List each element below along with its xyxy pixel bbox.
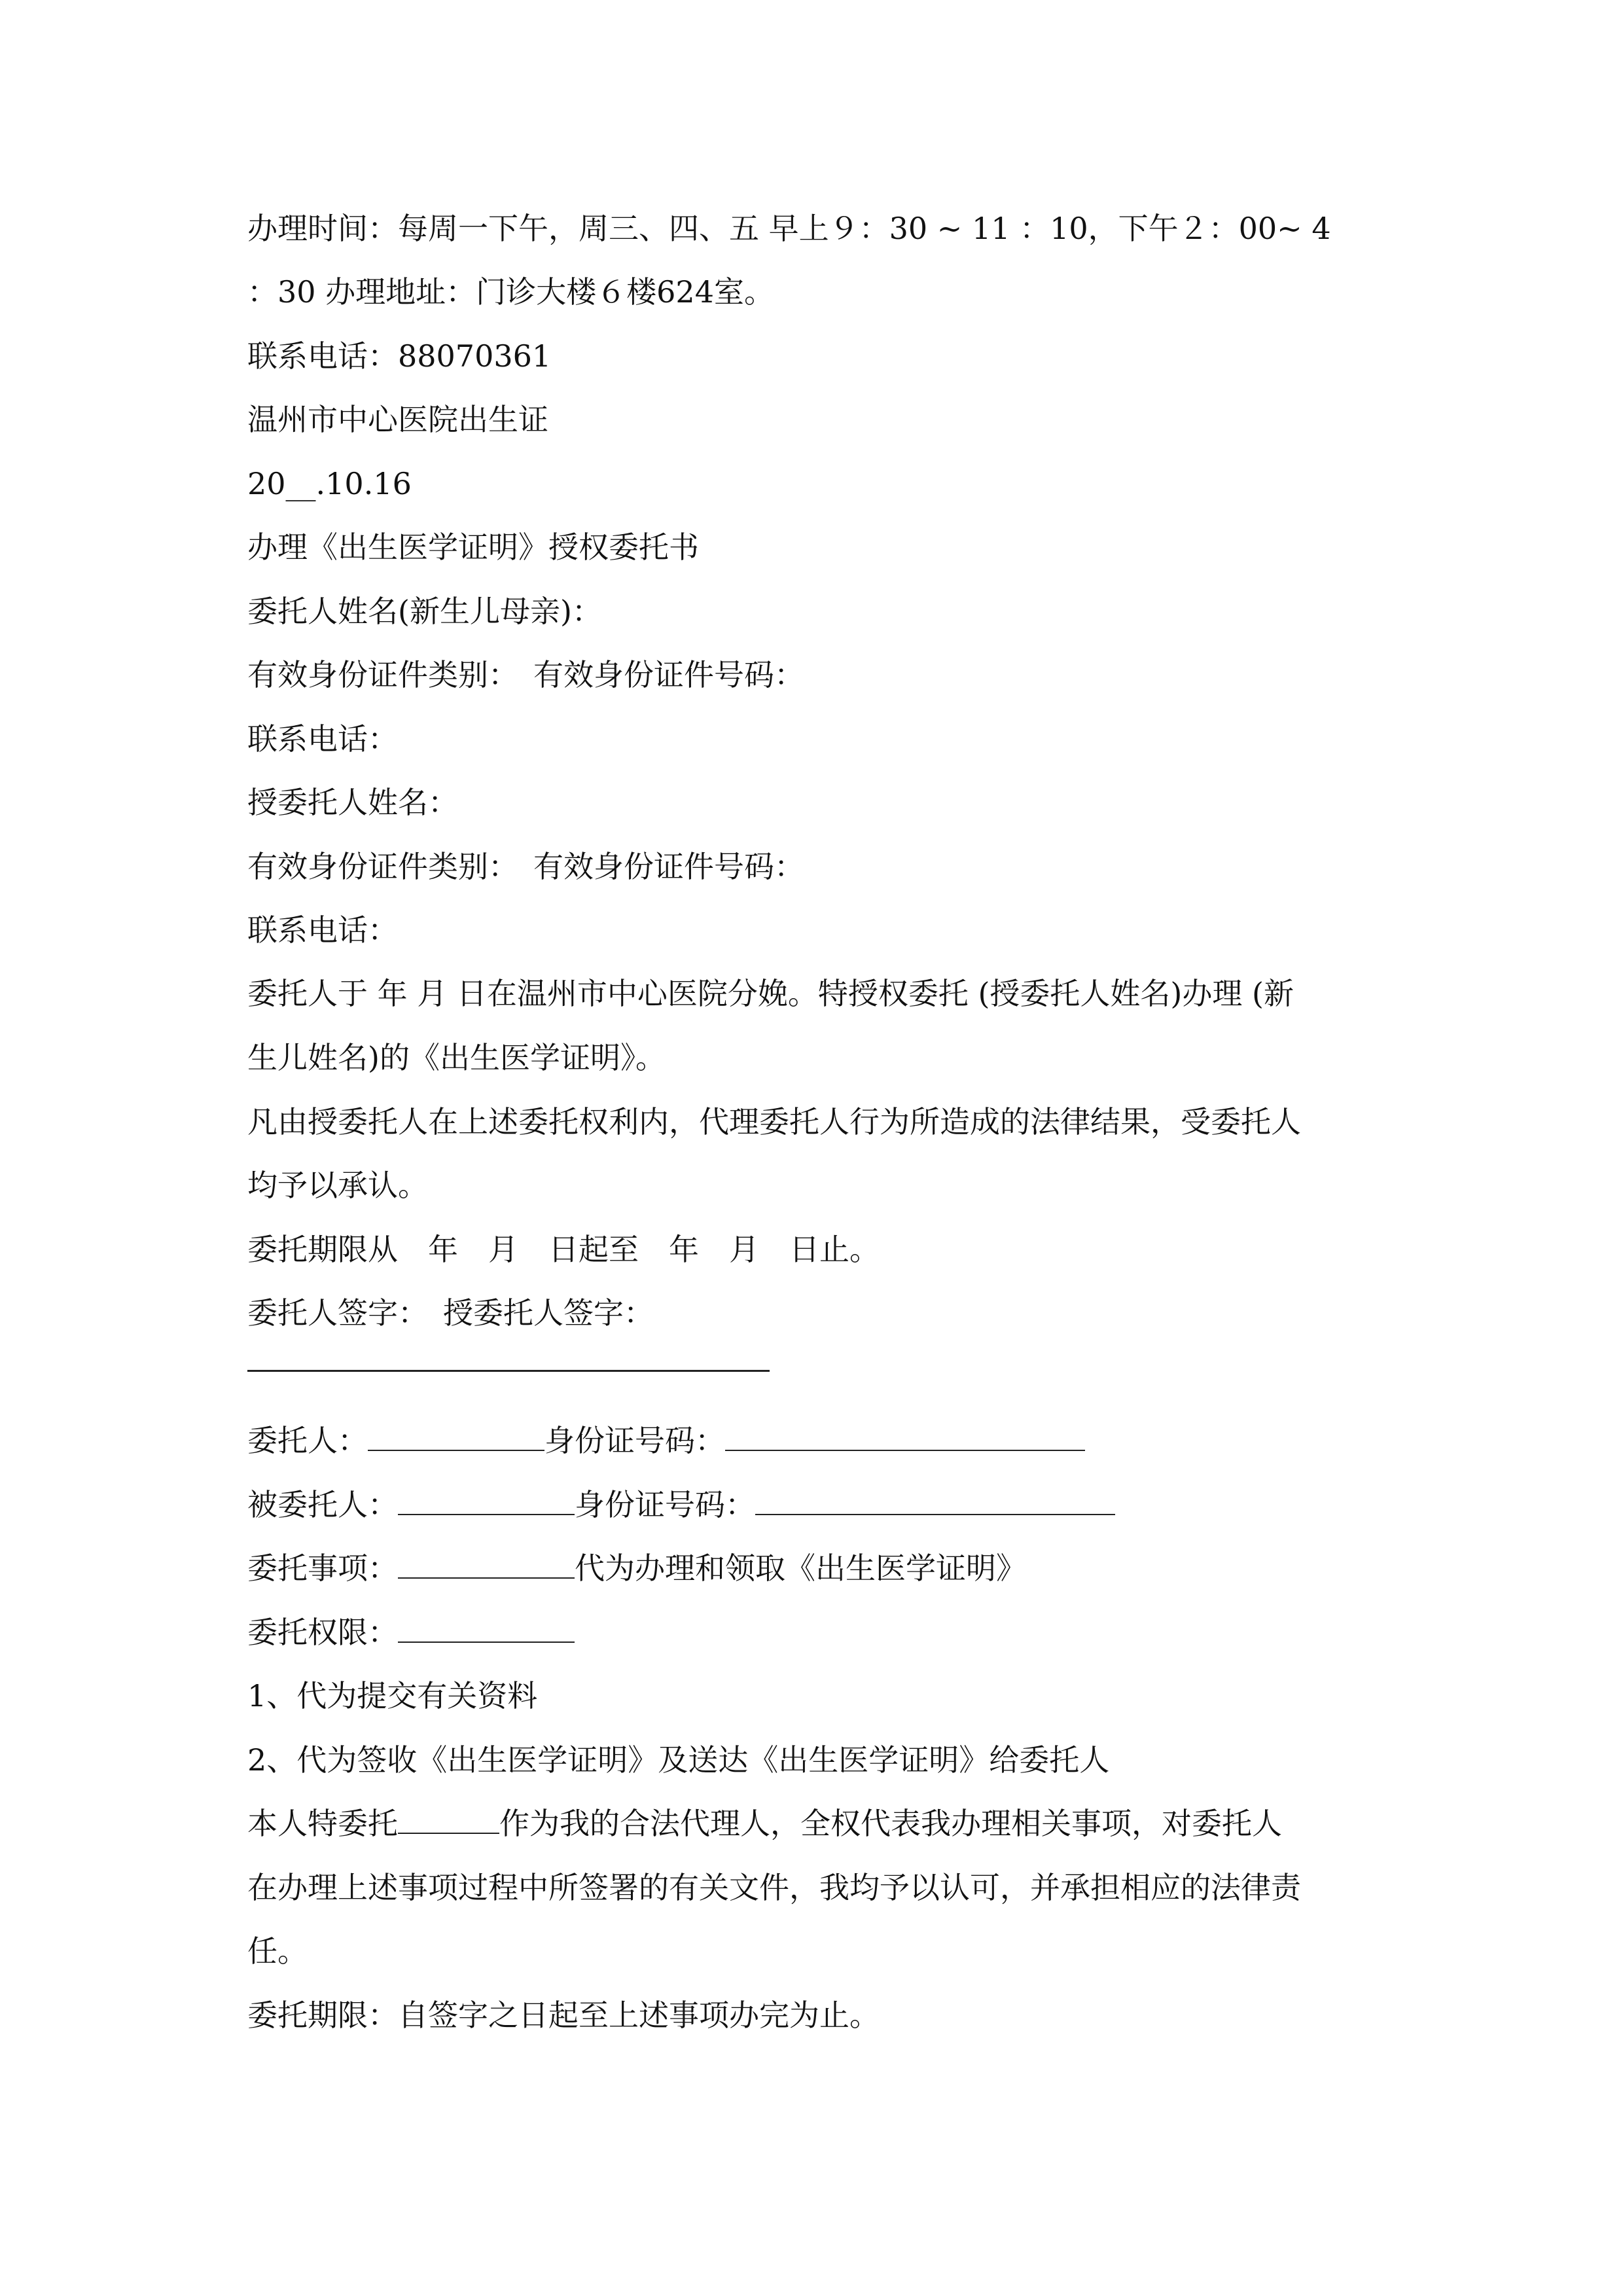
office-hours-line-1: 办理时间：每周一下午，周三、四、五 早上９：30 ~ 11 ：10，下午２：00~ 4 [247,211,1331,246]
principal-label: 委托人： [247,1423,368,1458]
authorization-line-1: 委托人于 年 月 日在温州市中心医院分娩。特授权委托 (授委托人姓名)办理 (新 [247,976,1294,1011]
agent-id-line: 有效身份证件类别： 有效身份证件号码： [247,849,804,884]
principal-name-blank[interactable] [368,1424,544,1451]
section-divider [247,1370,770,1372]
authority-item-2: 2、代为签收《出生医学证明》及送达《出生医学证明》给委托人 [247,1742,1110,1778]
principal-form-row [247,1422,1380,1459]
document-title: 办理《出生医学证明》授权委托书 [247,529,699,565]
term-period-line: 委托期限从 年 月 日起至 年 月 日止。 [247,1232,880,1267]
appointment-line-1 [247,1805,1380,1842]
principal-id-line: 有效身份证件类别： 有效身份证件号码： [247,657,804,692]
hospital-name-line: 温州市中心医院出生证 [247,402,548,437]
term-line: 委托期限：自签字之日起至上述事项办完为止。 [247,1998,880,2033]
office-hours-line-2: ：30 办理地址：门诊大楼６楼624室。 [247,274,774,310]
authority-item-1: 1、代为提交有关资料 [247,1678,538,1713]
authority-blank[interactable] [398,1615,575,1643]
appointment-prefix: 本人特委托 [247,1806,398,1841]
appointment-suffix: 作为我的合法代理人，全权代表我办理相关事项，对委托人 [499,1806,1282,1841]
date-line: 20__.10.16 [247,466,412,501]
matter-blank[interactable] [398,1551,575,1579]
matter-form-row [247,1550,1380,1587]
authority-label: 委托权限： [247,1615,398,1650]
contact-phone-line: 联系电话：88070361 [247,338,552,374]
agent-label: 被委托人： [247,1487,398,1522]
agent-phone-line: 联系电话： [247,912,398,948]
matter-text: 代为办理和领取《出生医学证明》 [575,1551,1026,1586]
agent-name-blank[interactable] [398,1488,575,1515]
authority-form-row [247,1614,1380,1651]
liability-line-2: 均予以承认。 [247,1168,428,1203]
appointee-blank[interactable] [398,1806,499,1834]
authorization-line-2: 生儿姓名)的《出生医学证明》。 [247,1040,666,1075]
principal-id-blank[interactable] [725,1424,1085,1451]
appointment-line-2: 在办理上述事项过程中所签署的有关文件，我均予以认可，并承担相应的法律责 [247,1870,1301,1905]
agent-name-line: 授委托人姓名： [247,785,458,820]
appointment-line-3: 任。 [247,1933,308,1969]
agent-id-blank[interactable] [755,1488,1115,1515]
agent-id-label: 身份证号码： [575,1487,755,1522]
liability-line-1: 凡由授委托人在上述委托权利内，代理委托人行为所造成的法律结果，受委托人 [247,1104,1301,1139]
principal-name-line: 委托人姓名(新生儿母亲)： [247,594,602,629]
principal-id-label: 身份证号码： [544,1423,725,1458]
matter-label: 委托事项： [247,1551,398,1586]
agent-form-row [247,1486,1380,1523]
signature-line: 委托人签字： 授委托人签字： [247,1295,654,1331]
principal-phone-line: 联系电话： [247,721,398,757]
